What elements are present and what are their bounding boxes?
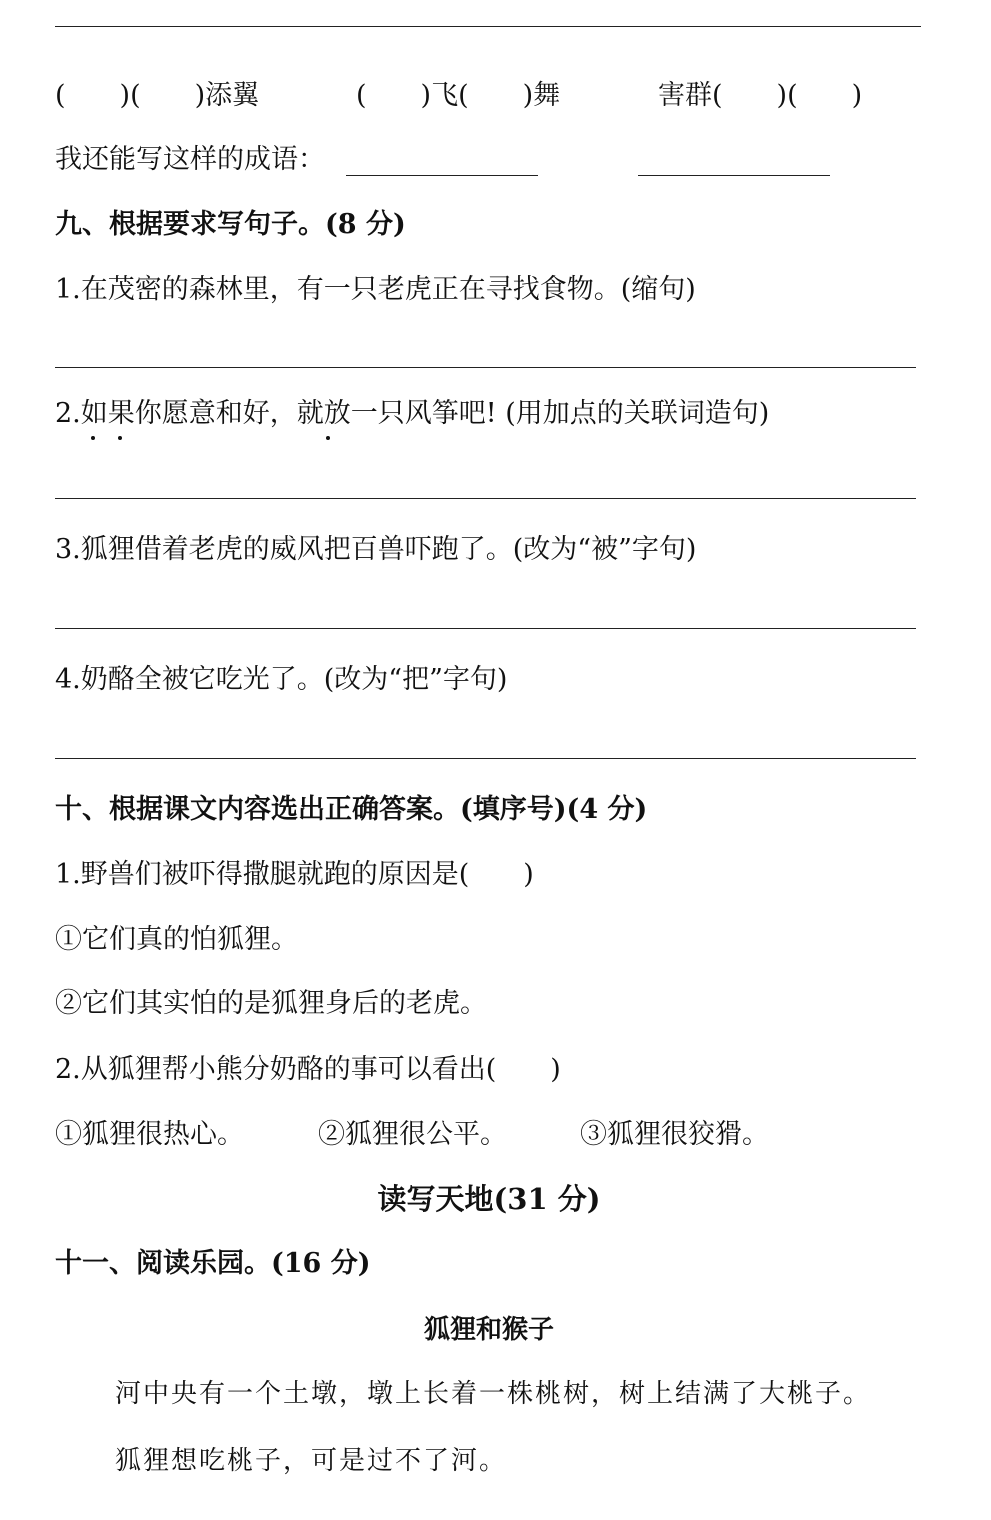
story-paragraph-1: 河中央有一个土墩，墩上长着一株桃树，树上结满了大桃子。: [115, 1379, 872, 1409]
answer-line-9-4[interactable]: [55, 758, 916, 759]
part-title: 读写天地(31 分): [377, 1182, 601, 1216]
emphasis-dot-jiu: [326, 436, 330, 440]
answer-line-9-3[interactable]: [55, 628, 916, 629]
section9-heading: 九、根据要求写句子。(8 分): [55, 209, 406, 240]
story-paragraph-2: 狐狸想吃桃子，可是过不了河。: [115, 1446, 508, 1476]
idiom-blank-1[interactable]: [346, 175, 538, 176]
story-title: 狐狸和猴子: [423, 1315, 554, 1345]
answer-line-9-1[interactable]: [55, 367, 916, 368]
emphasis-dot-guo: [118, 436, 122, 440]
idiom-1: ( )( )添翼: [55, 80, 260, 111]
option-10-1-b: ②它们其实怕的是狐狸身后的老虎。: [55, 988, 487, 1019]
section10-heading: 十、根据课文内容选出正确答案。(填序号)(4 分): [55, 794, 648, 825]
question-9-2: 2.如果你愿意和好，就放一只风筝吧! (用加点的关联词造句): [55, 398, 770, 429]
answer-line-9-2[interactable]: [55, 498, 916, 499]
top-answer-line: [55, 26, 921, 27]
option-10-2-c: ③狐狸很狡猾。: [580, 1119, 769, 1150]
option-10-1-a: ①它们真的怕狐狸。: [55, 924, 298, 955]
question-10-2: 2.从狐狸帮小熊分奶酪的事可以看出( ): [55, 1054, 561, 1085]
question-9-1: 1.在茂密的森林里，有一只老虎正在寻找食物。(缩句): [55, 274, 696, 305]
idiom-3: 害群( )( ): [658, 80, 863, 111]
option-10-2-a: ①狐狸很热心。: [55, 1119, 244, 1150]
question-9-4: 4.奶酪全被它吃光了。(改为“把”字句): [55, 664, 508, 695]
option-10-2-b: ②狐狸很公平。: [318, 1119, 507, 1150]
question-10-1: 1.野兽们被吓得撒腿就跑的原因是( ): [55, 859, 534, 890]
question-9-3: 3.狐狸借着老虎的威风把百兽吓跑了。(改为“被”字句): [55, 534, 697, 565]
idiom-2: ( )飞( )舞: [356, 80, 561, 111]
more-idioms-label: 我还能写这样的成语：: [55, 144, 325, 175]
emphasis-dot-ru: [91, 436, 95, 440]
section11-heading: 十一、阅读乐园。(16 分): [55, 1248, 371, 1279]
idiom-blank-2[interactable]: [638, 175, 830, 176]
